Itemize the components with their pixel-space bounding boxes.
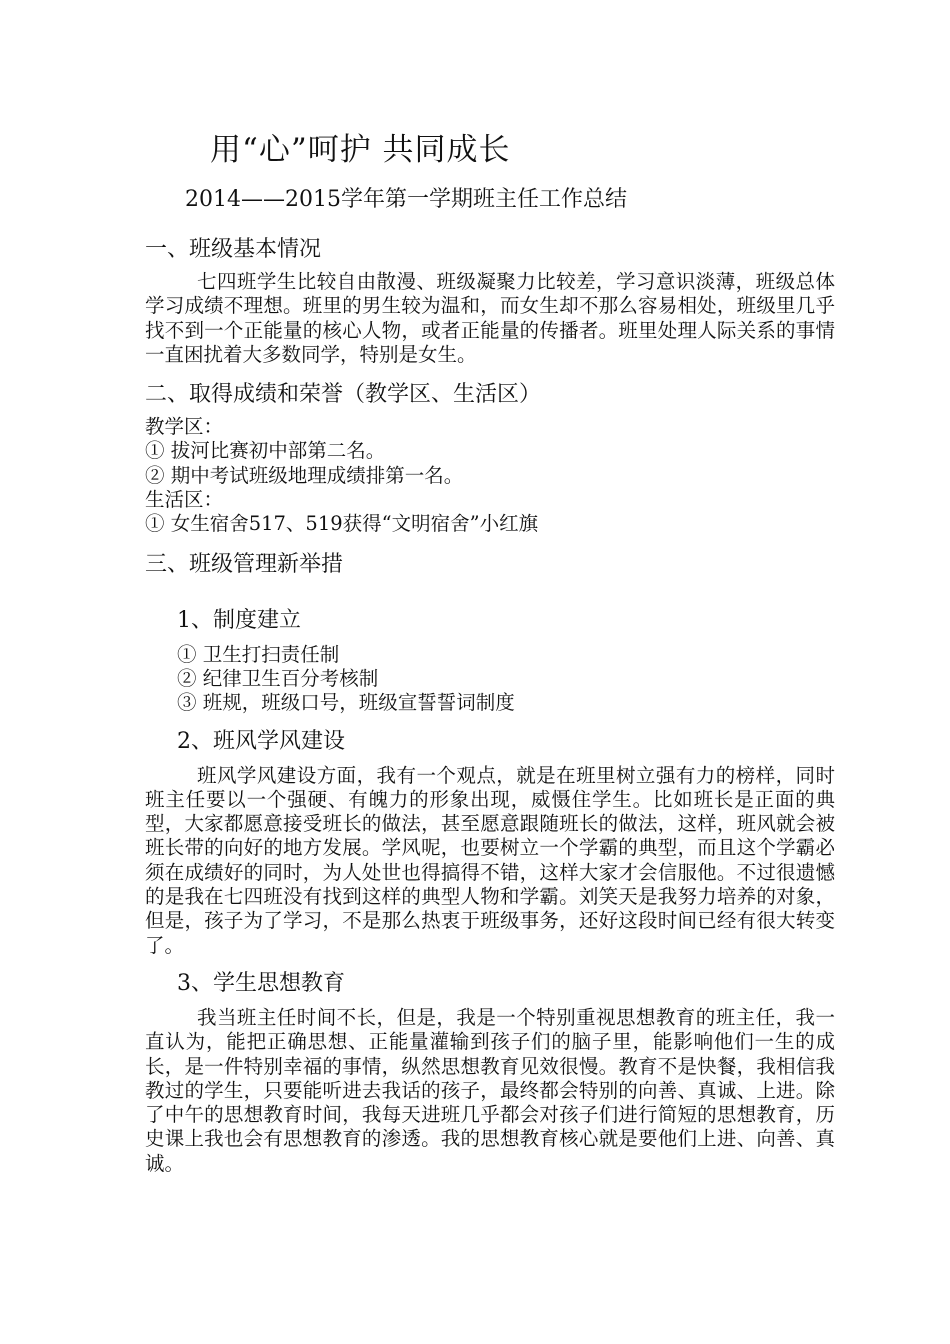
subheading-ideology: 3、学生思想教育 <box>177 970 345 996</box>
teaching-area-label: 教学区： <box>145 415 224 439</box>
document-page <box>145 120 835 1176</box>
system-list <box>145 643 835 716</box>
section-heading-management: 三、班级管理新举措 <box>145 551 344 577</box>
document-subtitle: 2014——2015学年第一学期班主任工作总结 <box>185 187 627 212</box>
subheading-class-style: 2、班风学风建设 <box>177 728 345 754</box>
living-achievements-list <box>145 512 835 536</box>
list-item: ② 期中考试班级地理成绩排第一名。 <box>145 463 464 487</box>
basic-info-paragraph: 七四班学生比较自由散漫、班级凝聚力比较差，学习意识淡薄，班级总体学习成绩不理想。班里的男生较为温和，而女生却不那么容易相处，班级里几乎找不到一个正能量的核心人物，或者正能量的传播者。班里处理人际关系的事情一直困扰着大多数同学，特别是女生。 <box>145 270 835 366</box>
class-style-paragraph: 班风学风建设方面，我有一个观点，就是在班里树立强有力的榜样，同时班主任要以一个强硬、有魄力的形象出现，威慑住学生。比如班长是正面的典型，大家都愿意接受班长的做法，甚至愿意跟随班长的做法，这样，班风就会被班长带的向好的地方发展。学风呢，也要树立一个学霸的典型，而且这个学霸必须在成绩好的同时，为人处世也得搞得不错，这样大家才会信服他。不过很遗憾的是我在七四班没有找到这样的典型人物和学霸。刘笑天是我努力培养的对象，但是，孩子为了学习，不是那么热衷于班级事务，还好这段时间已经有很大转变了。 <box>145 763 835 957</box>
section-heading-achievements: 二、取得成绩和荣誉（教学区、生活区） <box>145 382 542 408</box>
ideology-paragraph: 我当班主任时间不长，但是，我是一个特别重视思想教育的班主任，我一直认为，能把正确思想、正能量灌输到孩子们的脑子里，能影响他们一生的成长，是一件特别幸福的事情，纵然思想教育见效很慢。教育不是快餐，我相信我教过的学生，只要能听进去我话的孩子，最终都会特别的向善、真诚、上进。除了中午的思想教育时间，我每天进班几乎都会对孩子们进行简短的思想教育，历史课上我也会有思想教育的渗透。我的思想教育核心就是要他们上进、向善、真诚。 <box>145 1005 835 1175</box>
list-item: ① 拔河比赛初中部第二名。 <box>145 439 386 463</box>
teaching-achievements-list <box>145 439 835 488</box>
list-item: ① 女生宿舍517、519获得“文明宿舍”小红旗 <box>145 512 539 536</box>
living-area-label: 生活区： <box>145 488 224 512</box>
list-item: ① 卫生打扫责任制 <box>177 642 340 666</box>
list-item: ③ 班规，班级口号，班级宣誓誓词制度 <box>177 691 515 715</box>
section-heading-basic-info: 一、班级基本情况 <box>145 237 322 262</box>
list-item: ② 纪律卫生百分考核制 <box>177 666 379 690</box>
subheading-system: 1、制度建立 <box>177 607 301 633</box>
document-title: 用“心”呵护 共同成长 <box>210 132 511 168</box>
